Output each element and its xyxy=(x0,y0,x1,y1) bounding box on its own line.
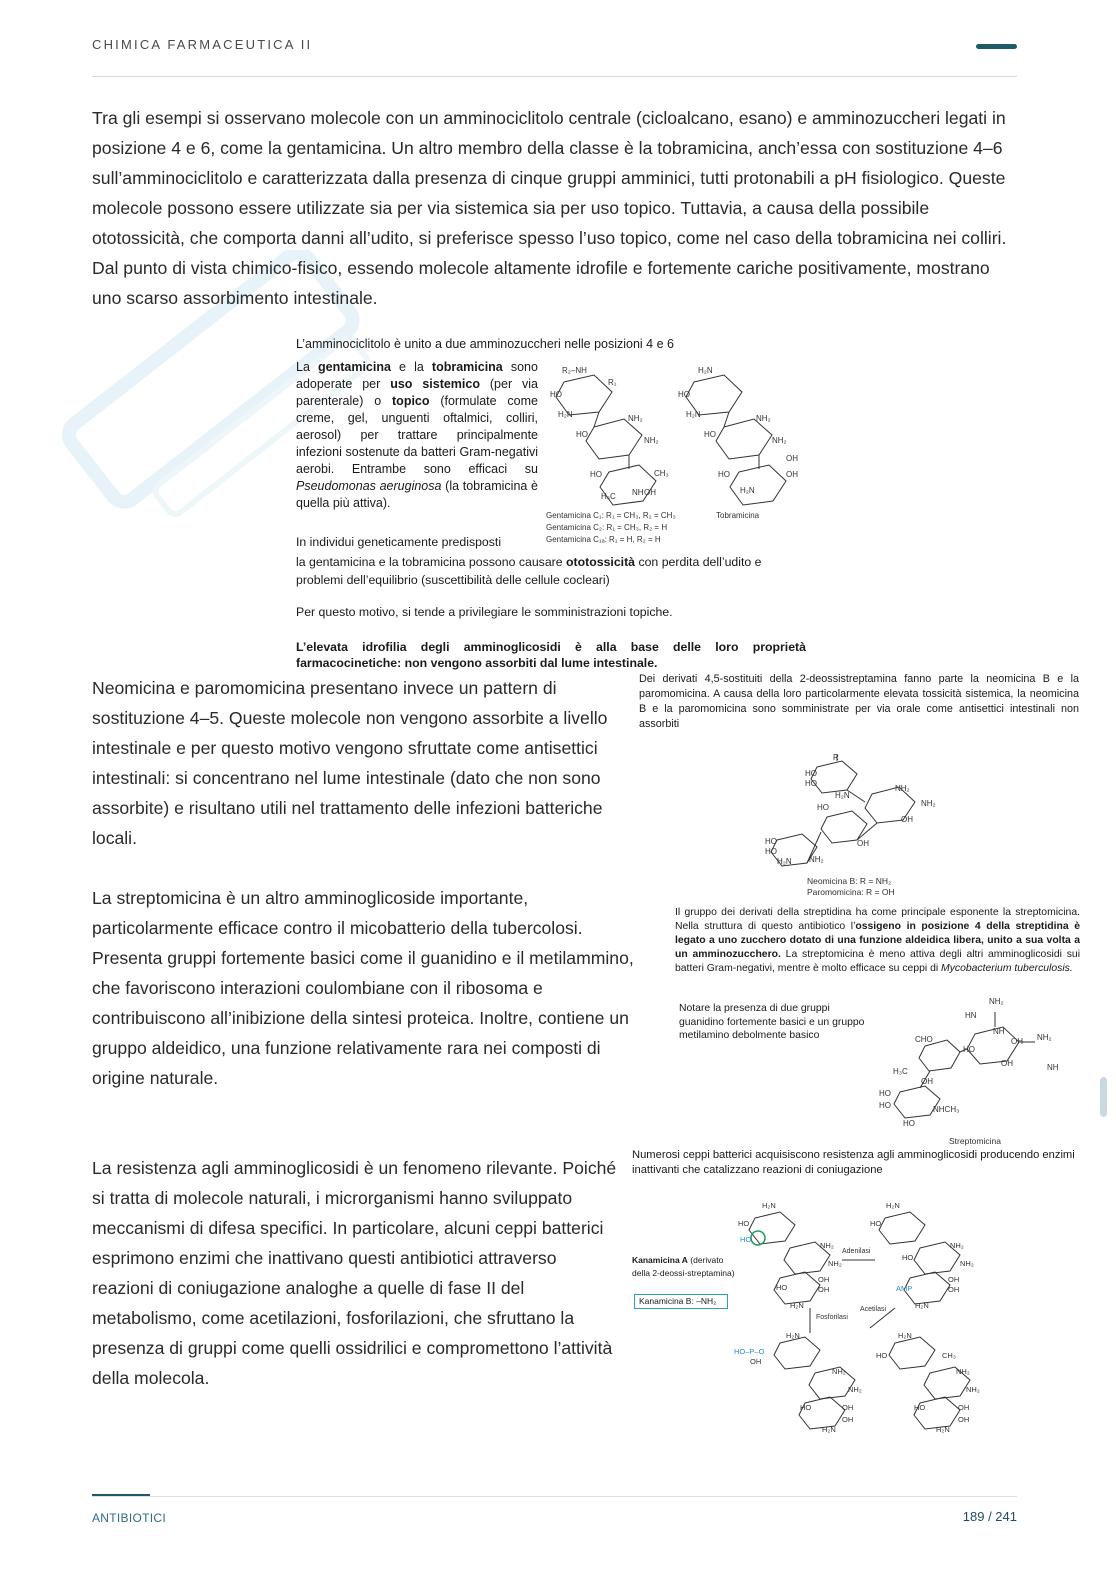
svg-text:HO: HO xyxy=(914,1403,926,1412)
paragraph-streptomicina: La streptomicina è un altro amminoglicoside importante, particolarmente efficace contro il micobatterio della tubercolosi. Presenta gruppi fortemente basici come il guanidino e il metilammino, che favoriscono interazioni coulombiane con il ribosoma e contribuiscono all’inibizione della sintesi proteica. Inoltre, contiene un gruppo aldeidico, una funzione relativamente rara nei composti di origine naturale. xyxy=(92,888,634,1088)
paragraph-resistenza: La resistenza agli amminoglicosidi è un fenomeno rilevante. Poiché si tratta di molecole naturali, i microrganismi hanno sviluppato meccanismi di difesa specifici. In particolare, alcuni ceppi batterici esprimono enzimi che inattivano questi antibiotici attraverso reazioni di coniugazione analoghe a quelle di fase II del metabolismo, come acetilazioni, fosforilazioni, che sfruttano la presenza di gruppi come quelli ossidrilici e compromettono l’attività della molecola. xyxy=(92,1158,617,1388)
svg-text:H₃C: H₃C xyxy=(893,1067,908,1076)
scrollbar-thumb[interactable] xyxy=(1100,1077,1107,1117)
svg-text:HO: HO xyxy=(576,430,588,439)
structure-neomicina xyxy=(637,672,1082,902)
svg-text:HO: HO xyxy=(800,1403,812,1412)
figure-neomicina-paromomicina xyxy=(637,672,1082,902)
svg-text:NH₂: NH₂ xyxy=(921,799,936,808)
svg-text:NH₂: NH₂ xyxy=(628,414,643,423)
svg-text:H₂N: H₂N xyxy=(822,1425,836,1434)
svg-text:NH₂: NH₂ xyxy=(848,1385,862,1394)
label-paromomicina: Paromomicina: R = OH xyxy=(807,887,895,897)
paragraph-aminoglycosides-intro: Tra gli esempi si osservano molecole con un amminociclitolo centrale (cicloalcano, esano) e amminozuccheri legati in posizione 4 e 6, come la gentamicina. Un altro membro della classe è la tobramicina, anch’essa con sostituzione 4–6 sull’amminociclitolo e caratterizzata dalla presenza di cinque gruppi amminici, tutti protonabili a pH fisiologico. Queste molecole possono essere utilizzate sia per via sistemica sia per uso topico. Tuttavia, a causa della possibile ototossicità, che comporta danni all’udito, si preferisce spesso l’uso topico, come nel caso della tobramicina nei colliri. Dal punto di vista chimico-fisico, essendo molecole altamente idrofile e fortemente cariche positivamente, mostrano uno scarso assorbimento intestinale. xyxy=(92,108,1007,308)
svg-text:H₂N: H₂N xyxy=(558,410,573,419)
svg-text:OH: OH xyxy=(1001,1059,1013,1068)
svg-text:R₂–NH: R₂–NH xyxy=(562,366,587,375)
figure1-note-idrofilia: L’elevata idrofilia degli amminoglicosidi è alla base delle loro proprietà farmacocinetiche: non vengono assorbiti dal lume intestinale. xyxy=(296,640,806,670)
svg-text:OH: OH xyxy=(958,1415,970,1424)
svg-text:CHO: CHO xyxy=(915,1035,933,1044)
svg-text:OH: OH xyxy=(948,1285,960,1294)
svg-text:OH: OH xyxy=(1011,1037,1023,1046)
svg-text:HO: HO xyxy=(550,390,562,399)
label-gentamicina-c1: Gentamicina C₁: R₁ = CH₃, R₂ = CH₃ xyxy=(546,511,676,520)
svg-text:H₂N: H₂N xyxy=(698,366,713,375)
svg-text:CH₃: CH₃ xyxy=(654,469,669,478)
svg-text:CH₃: CH₃ xyxy=(942,1351,956,1360)
label-neomicina-b: Neomicina B: R = NH₂ xyxy=(807,876,892,886)
label-acetilasi: Acetilasi xyxy=(860,1306,887,1313)
svg-text:HO: HO xyxy=(963,1045,975,1054)
svg-text:NH₂: NH₂ xyxy=(644,436,659,445)
svg-text:NH₂: NH₂ xyxy=(832,1367,846,1376)
figure4-description: Numerosi ceppi batterici acquisiscono resistenza agli amminoglicosidi producendo enzimi inattivanti che catalizzano reazioni di coniugazione xyxy=(632,1149,1075,1176)
svg-text:H₂N: H₂N xyxy=(686,410,701,419)
figure1-caption: L’amminociclitolo è unito a due amminozuccheri nelle posizioni 4 e 6 xyxy=(296,337,674,351)
footer-page-number: 189 / 241 xyxy=(962,1509,1017,1524)
svg-text:H₂N: H₂N xyxy=(936,1425,950,1434)
svg-text:HO: HO xyxy=(903,1119,915,1128)
svg-text:OH: OH xyxy=(842,1415,854,1424)
svg-text:HO: HO xyxy=(805,779,817,788)
figure3-note-guanidino: Notare la presenza di due gruppi guanidino fortemente basici e un gruppo metilamino debolmente basico xyxy=(679,1003,865,1041)
figure1-description: La gentamicina e la tobramicina sono adoperate per uso sistemico (per via parenterale) o topico (formulate come creme, gel, unguenti oftalmici, colliri, aerosol) per trattare principalmente infezioni sostenute da batteri Gram-negativi aerobi. Entrambe sono efficaci su Pseudomonas aeruginosa (la tobramicina è quella più attiva). xyxy=(296,360,539,510)
header-divider xyxy=(92,76,1017,77)
svg-text:OH: OH xyxy=(857,839,869,848)
paragraph-neomicina: Neomicina e paromomicina presentano invece un pattern di sostituzione 4–5. Queste molecole non vengono assorbite a livello intestinale e per questo motivo vengono sfruttate come antisettici intestinali: si concentrano nel lume intestinale (dato che non sono assorbite) e risultano utili nel trattamento delle infezioni batteriche locali. xyxy=(92,678,608,848)
footer-section: ANTIBIOTICI xyxy=(92,1511,166,1525)
svg-text:HO: HO xyxy=(678,390,690,399)
svg-text:HO: HO xyxy=(870,1219,882,1228)
label-adenilasi: Adenilasi xyxy=(842,1248,871,1255)
figure-kanamicina-resistenza xyxy=(630,1148,1085,1438)
svg-text:H₂N: H₂N xyxy=(790,1301,804,1310)
svg-text:OH: OH xyxy=(818,1285,830,1294)
label-gentamicina-c2: Gentamicina C₂: R₁ = CH₃, R₂ = H xyxy=(546,523,668,532)
svg-text:HO: HO xyxy=(879,1089,891,1098)
svg-text:HO: HO xyxy=(817,803,829,812)
svg-text:NH: NH xyxy=(632,488,644,497)
svg-text:HO: HO xyxy=(805,769,817,778)
label-gentamicina-c1a: Gentamicina C₁ₐ: R₁ = H, R₂ = H xyxy=(546,535,661,544)
label-amp: AMP xyxy=(896,1284,913,1293)
svg-text:HO: HO xyxy=(765,837,777,846)
svg-text:NH₂: NH₂ xyxy=(756,414,771,423)
structure-streptomicina xyxy=(675,906,1085,1151)
svg-text:NH: NH xyxy=(993,1027,1005,1036)
svg-text:OH: OH xyxy=(921,1077,933,1086)
label-kanamicina-b: Kanamicina B: –NH₂ xyxy=(634,1294,728,1309)
figure1-note-predisposti: In individui geneticamente predisposti xyxy=(296,535,502,549)
running-header-title: CHIMICA FARMACEUTICA II xyxy=(92,37,313,52)
figure2-description: Dei derivati 4,5-sostituiti della 2-deossistreptamina fanno parte la neomicina B e la paromomicina. A causa della loro particolarmente elevata tossicità sistemica, la neomicina B e la paromomicina sono somministrate per via orale come antisettici intestinali non assorbiti xyxy=(639,673,1079,730)
svg-text:NH₂: NH₂ xyxy=(895,784,910,793)
svg-text:NH₂: NH₂ xyxy=(989,997,1004,1006)
svg-text:HO: HO xyxy=(879,1101,891,1110)
svg-text:H₂N: H₂N xyxy=(786,1331,800,1340)
svg-text:OH: OH xyxy=(786,454,798,463)
svg-text:HO: HO xyxy=(718,470,730,479)
svg-text:OH: OH xyxy=(901,815,913,824)
svg-text:HO: HO xyxy=(704,430,716,439)
svg-text:HO: HO xyxy=(765,847,777,856)
svg-text:H₂N: H₂N xyxy=(886,1201,900,1210)
svg-text:HO: HO xyxy=(876,1351,888,1360)
svg-text:NH₂: NH₂ xyxy=(828,1259,842,1268)
svg-text:H₂N: H₂N xyxy=(777,857,792,866)
svg-text:HN: HN xyxy=(965,1011,977,1020)
svg-text:OH: OH xyxy=(750,1357,762,1366)
svg-text:H₂N: H₂N xyxy=(915,1301,929,1310)
svg-text:H₂N: H₂N xyxy=(898,1331,912,1340)
svg-text:H₃C: H₃C xyxy=(601,492,616,501)
svg-text:HO: HO xyxy=(590,470,602,479)
svg-text:NH₂: NH₂ xyxy=(950,1241,964,1250)
svg-text:OH: OH xyxy=(644,488,656,497)
figure1-note-topiche: Per questo motivo, si tende a privilegiare le somministrazioni topiche. xyxy=(296,605,673,619)
figure-gentamicina-tobramicina xyxy=(294,337,814,672)
svg-text:OH: OH xyxy=(948,1275,960,1284)
structure-kanamicina-coniugazione xyxy=(630,1148,1085,1438)
svg-text:HO: HO xyxy=(740,1235,752,1244)
figure1-note-ototossicita: la gentamicina e la tobramicina possono causare ototossicità con perdita dell’udito e problemi dell’equilibrio (suscettibilità delle cellule cocleari) xyxy=(296,555,762,587)
svg-text:NH₂: NH₂ xyxy=(820,1241,834,1250)
svg-text:NH₂: NH₂ xyxy=(960,1259,974,1268)
svg-text:H₂N: H₂N xyxy=(740,486,755,495)
svg-text:OH: OH xyxy=(786,470,798,479)
svg-text:HO: HO xyxy=(776,1283,788,1292)
svg-text:R: R xyxy=(833,753,839,762)
figure-streptomicina xyxy=(675,906,1085,1151)
svg-text:R₁: R₁ xyxy=(608,378,617,387)
label-kanamicina-a: Kanamicina A (derivato della 2-deossi-streptamina) xyxy=(632,1255,735,1278)
header-accent-bar xyxy=(976,44,1017,49)
label-fosforilasi: Fosforilasi xyxy=(816,1314,848,1321)
svg-text:OH: OH xyxy=(842,1403,854,1412)
svg-text:HO–P–O: HO–P–O xyxy=(734,1347,765,1356)
svg-text:NH₂: NH₂ xyxy=(1037,1033,1052,1042)
svg-text:H₂N: H₂N xyxy=(762,1201,776,1210)
svg-text:OH: OH xyxy=(958,1403,970,1412)
svg-text:HO: HO xyxy=(738,1219,750,1228)
label-streptomicina: Streptomicina xyxy=(949,1136,1001,1146)
svg-text:NHCH₃: NHCH₃ xyxy=(933,1105,960,1114)
svg-text:NH: NH xyxy=(1047,1063,1059,1072)
svg-text:NH₂: NH₂ xyxy=(966,1385,980,1394)
svg-text:NH₂: NH₂ xyxy=(772,436,787,445)
svg-text:H₂N: H₂N xyxy=(835,791,850,800)
svg-text:NH₂: NH₂ xyxy=(809,855,824,864)
figure3-description: Il gruppo dei derivati della streptidina ha come principale esponente la streptomicina. Nella struttura di questo antibiotico l’ossigeno in posizione 4 della streptidina è legato a uno zucchero dotato di una funzione aldeidica libera, unito a sua volta a un amminozucchero. La streptomicina è meno attiva degli altri amminoglicosidi sui batteri Gram-negativi, mentre è molto efficace su ceppi di Mycobacterium tuberculosis. xyxy=(675,907,1081,974)
svg-text:NH₂: NH₂ xyxy=(956,1367,970,1376)
svg-text:OH: OH xyxy=(818,1275,830,1284)
footer-divider xyxy=(92,1496,1017,1497)
svg-text:HO: HO xyxy=(902,1253,914,1262)
label-tobramicina: Tobramicina xyxy=(716,511,760,520)
